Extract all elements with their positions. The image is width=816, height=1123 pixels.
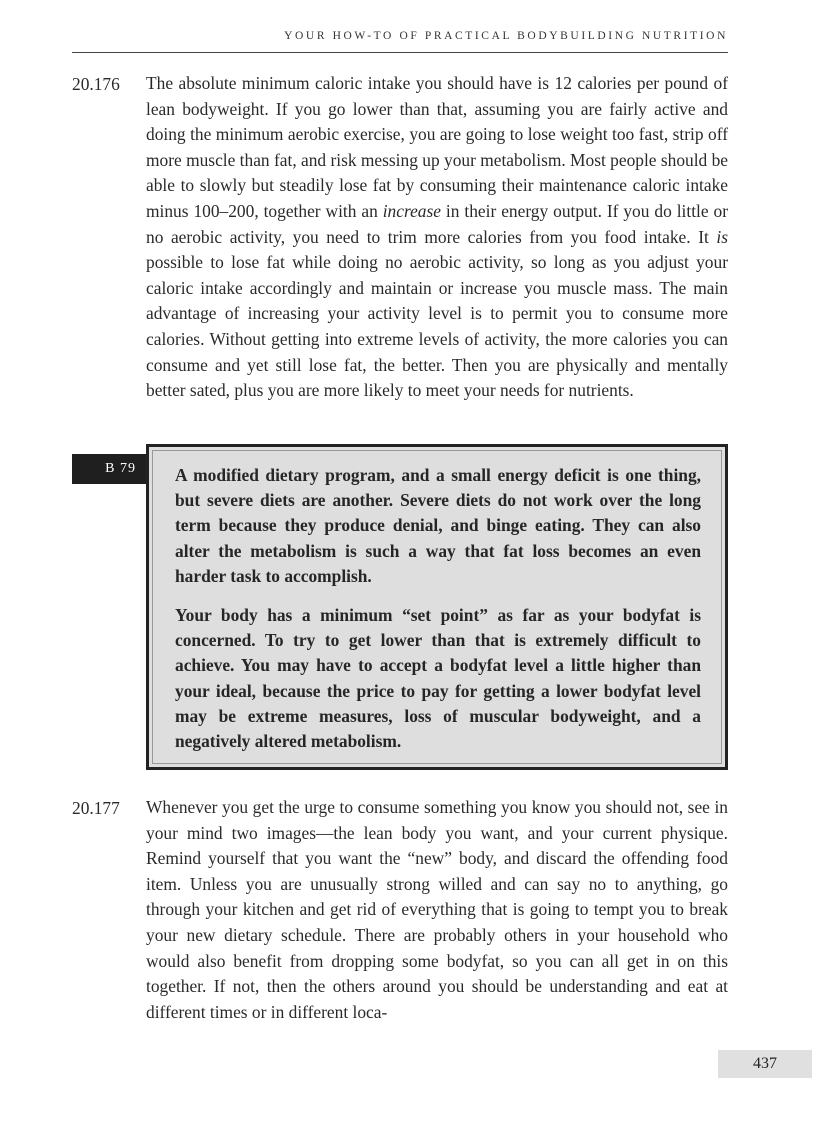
paragraph-text-segment: possible to lose fat while doing no aerobic activity, so long as you adjust your caloric intake accordingly and maintain or increase you muscle mass. The main advantage of increasing your activity level is to permit you to consume more calories. Without getting into extreme levels of activity, the more calories you can consume and yet still lose fat, the better. Then you are physically and mentally better sated, plus you are more likely to meet your needs for nutrients.	[146, 252, 728, 401]
header-rule	[72, 52, 728, 53]
emphasis: increase	[382, 200, 441, 221]
callout-paragraph: Your body has a minimum “set point” as far as your bodyfat is concerned. To try to get lower than that is extremely difficult to achieve. You may have to accept a bodyfat level a little higher than your ideal, because the price to pay for getting a lower bodyfat level may be extreme measures, loss of muscular bodyweight, and a negatively altered metabolism.	[175, 605, 701, 752]
paragraph-body	[146, 795, 728, 1025]
paragraph-text: Whenever you get the urge to consume something you know you should not, see in your mind two images—the lean body you want, and your current physique. Remind yourself that you want the “new” body, and discard the offending food item. Unless you are unusually strong willed and can say no to anything, go through your kitchen and get rid of everything that is going to tempt you to break your new dietary schedule. There are probably others in your household who would also benefit from dropping some bodyfat, so you can all get in on this together. If not, then the others around you should be understanding and eat at different times or in different loca-	[146, 797, 728, 1022]
paragraph-number: 20.177	[72, 798, 120, 818]
box-label: B 79	[72, 454, 146, 484]
paragraph-text-segment: in their energy output. If you do little or no aerobic activity, you need to trim more calories from you food intake. It	[146, 200, 729, 247]
running-header: YOUR HOW-TO OF PRACTICAL BODYBUILDING NUTRITION	[284, 30, 728, 42]
callout-paragraph: A modified dietary program, and a small energy deficit is one thing, but severe diets are another. Severe diets do not work over the long term because they produce denial, and binge eating. They can also alter the metabolism is such a way that fat loss becomes an even harder task to accomplish.	[175, 465, 701, 586]
callout-box	[146, 444, 728, 770]
page-number: 437	[718, 1050, 812, 1078]
paragraph-body	[146, 71, 728, 404]
paragraph-number: 20.176	[72, 74, 120, 94]
paragraph-text	[146, 71, 728, 404]
emphasis: is	[716, 226, 728, 247]
paragraph-text-segment: The absolute minimum caloric intake you should have is 12 calories per pound of lean bodyweight. If you go lower than that, assuming you are fairly active and doing the minimum aerobic exercise, you are going to lose weight too fast, strip off more muscle than fat, and risk messing up your metabolism. Most people should be able to slowly but steadily lose fat by consuming their maintenance caloric intake minus 100–200, together with an	[146, 73, 729, 221]
